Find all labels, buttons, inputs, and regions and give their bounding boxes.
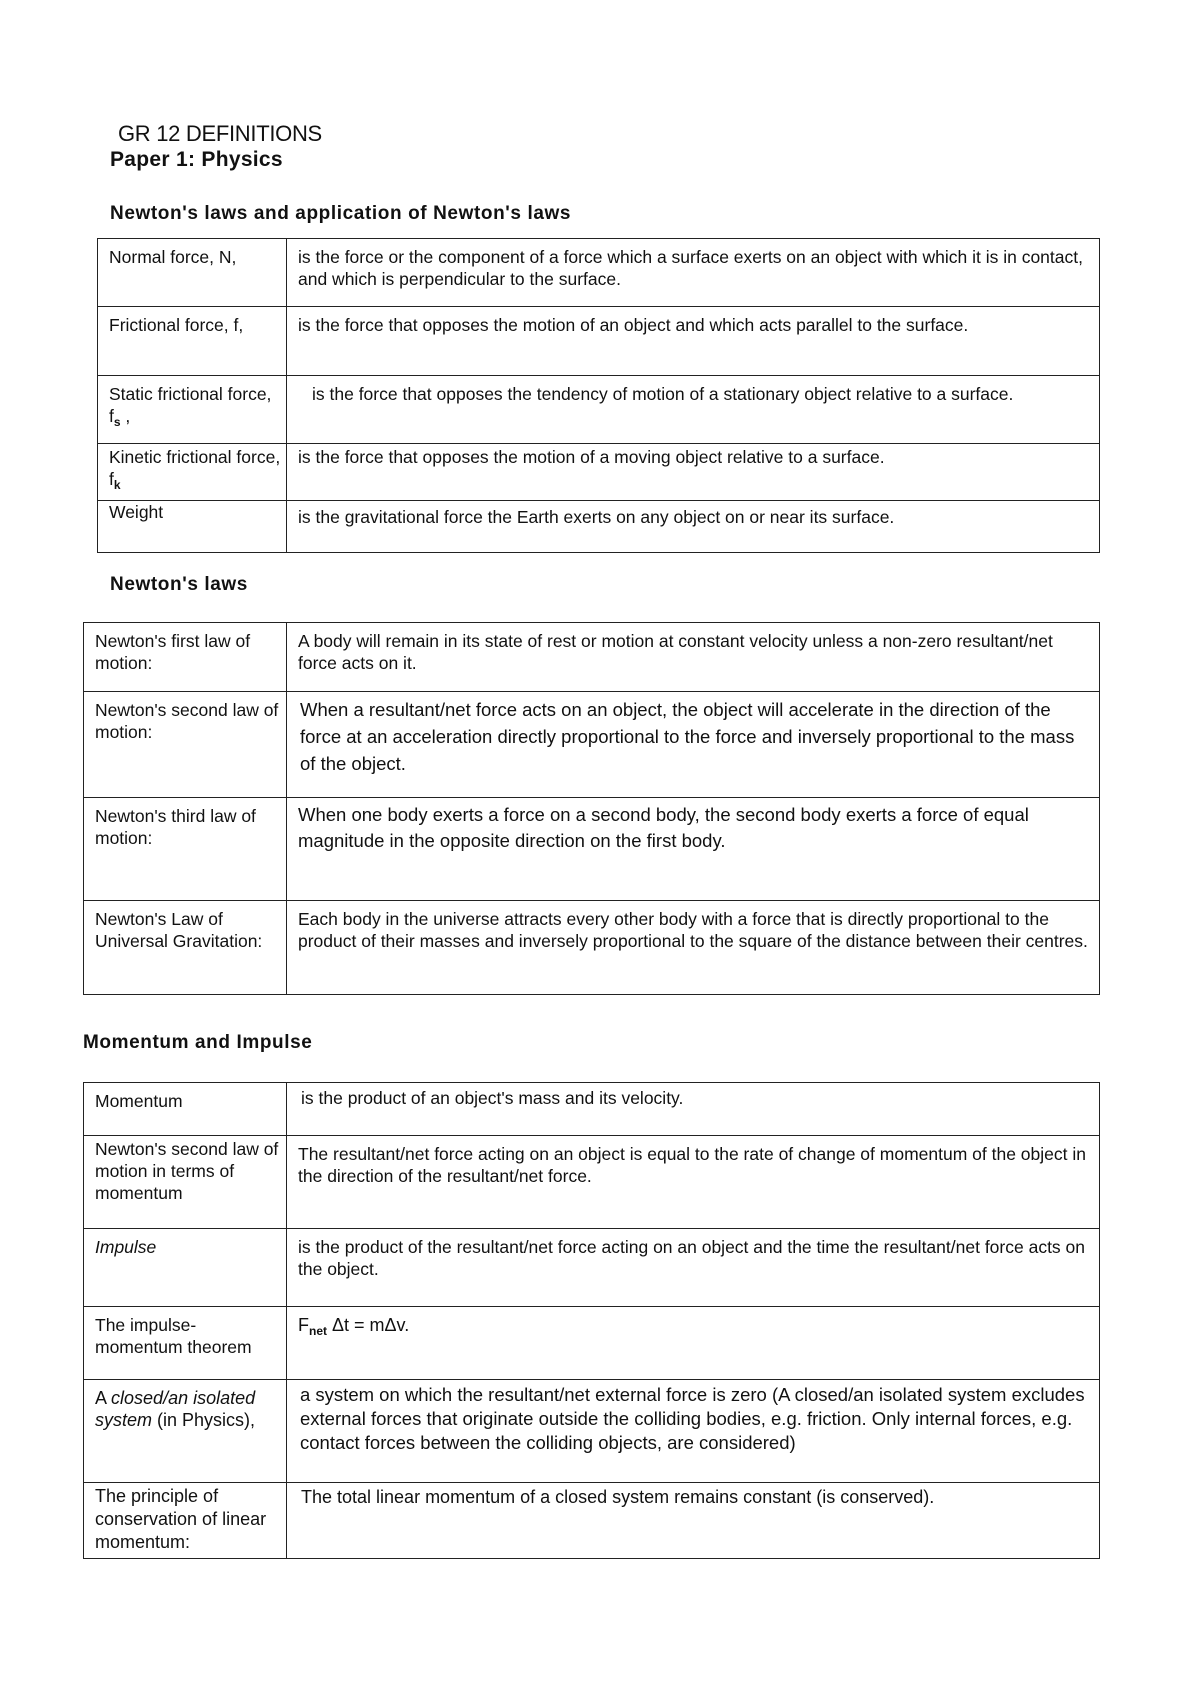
table-row (84, 901, 1100, 995)
definition-cell: is the product of the resultant/net force acting on an object and the time the resultant/net force acts on the object. (287, 1229, 1100, 1307)
definition-cell: A body will remain in its state of rest or motion at constant velocity unless a non-zero resultant/net force acts on it. (287, 623, 1100, 692)
definitions-table (83, 622, 1100, 995)
term-text: A (95, 1388, 107, 1408)
definition-cell: is the gravitational force the Earth exerts on any object on or near its surface. (287, 501, 1100, 553)
term-italic: closed/an isolated system (95, 1388, 256, 1430)
table-row (84, 798, 1100, 901)
term-tail: (in Physics), (157, 1410, 256, 1430)
definition-cell: is the force or the component of a force which a surface exerts on an object with which it is in contact, and which is perpendicular to the surface. (287, 239, 1100, 307)
definition-cell (287, 1307, 1100, 1380)
term-cell: Weight (98, 501, 287, 553)
term-cell: Newton's Law of Universal Gravitation: (84, 901, 287, 995)
table-row (84, 1136, 1100, 1229)
table-row (98, 444, 1100, 501)
definition-cell: is the force that opposes the tendency of motion of a stationary object relative to a surface. (287, 376, 1100, 444)
term-subscript: s (113, 415, 121, 429)
term-cell: Momentum (84, 1083, 287, 1136)
definition-cell: The resultant/net force acting on an object is equal to the rate of change of momentum of the object in the direction of the resultant/net force. (287, 1136, 1100, 1229)
term-cell (98, 376, 287, 444)
term-cell: Newton's second law of motion in terms of momentum (84, 1136, 287, 1229)
definitions-table (97, 238, 1100, 553)
term-cell: Normal force, N, (98, 239, 287, 307)
section-heading: Momentum and Impulse (83, 1032, 313, 1053)
definition-cell: Each body in the universe attracts every other body with a force that is directly proportional to the product of their masses and inversely proportional to the square of the distance between their centres. (287, 901, 1100, 995)
definition-cell: When one body exerts a force on a second body, the second body exerts a force of equal magnitude in the opposite direction on the first body. (287, 798, 1100, 901)
table-row (84, 1229, 1100, 1307)
term-cell (84, 1380, 287, 1483)
definition-cell: is the force that opposes the motion of an object and which acts parallel to the surface. (287, 307, 1100, 376)
formula-text: Δt = mΔv. (327, 1315, 410, 1335)
table-row (84, 623, 1100, 692)
term-cell: Newton's first law of motion: (84, 623, 287, 692)
table-row (84, 1307, 1100, 1380)
definition-cell: a system on which the resultant/net external force is zero (A closed/an isolated system excludes external forces that originate outside the colliding bodies, e.g. friction. Only internal forces, e.g. contact forces between the colliding objects, are considered) (287, 1380, 1100, 1483)
term-cell: Newton's second law of motion: (84, 692, 287, 798)
formula-symbol: F (298, 1315, 309, 1335)
term-text: Static frictional force, f (109, 384, 272, 426)
term-cell: Impulse (84, 1229, 287, 1307)
document-title: GR 12 DEFINITIONS (118, 121, 322, 146)
term-cell (98, 444, 287, 501)
table-row (84, 692, 1100, 798)
table-row (98, 501, 1100, 553)
term-cell: Newton's third law of motion: (84, 798, 287, 901)
formula-subscript: net (309, 1324, 327, 1338)
table-row (84, 1083, 1100, 1136)
table-row (98, 307, 1100, 376)
definitions-table (83, 1082, 1100, 1559)
term-tail: , (120, 406, 131, 426)
table-row (84, 1380, 1100, 1483)
term-subscript: k (113, 478, 121, 492)
definition-cell: The total linear momentum of a closed system remains constant (is conserved). (287, 1483, 1100, 1559)
term-cell: The principle of conservation of linear momentum: (84, 1483, 287, 1559)
table-row (84, 1483, 1100, 1559)
definition-cell: is the product of an object's mass and its velocity. (287, 1083, 1100, 1136)
document-subtitle: Paper 1: Physics (110, 148, 283, 171)
term-cell: Frictional force, f, (98, 307, 287, 376)
table-row (98, 376, 1100, 444)
definition-cell: When a resultant/net force acts on an object, the object will accelerate in the direction of the force at an acceleration directly proportional to the force and inversely proportional to the mass of the object. (287, 692, 1100, 798)
definition-cell: is the force that opposes the motion of a moving object relative to a surface. (287, 444, 1100, 501)
table-row (98, 239, 1100, 307)
term-text: Kinetic frictional force, f (109, 447, 281, 489)
section-heading: Newton's laws (110, 574, 248, 595)
section-heading: Newton's laws and application of Newton's laws (110, 203, 572, 224)
term-cell: The impulse-momentum theorem (84, 1307, 287, 1380)
